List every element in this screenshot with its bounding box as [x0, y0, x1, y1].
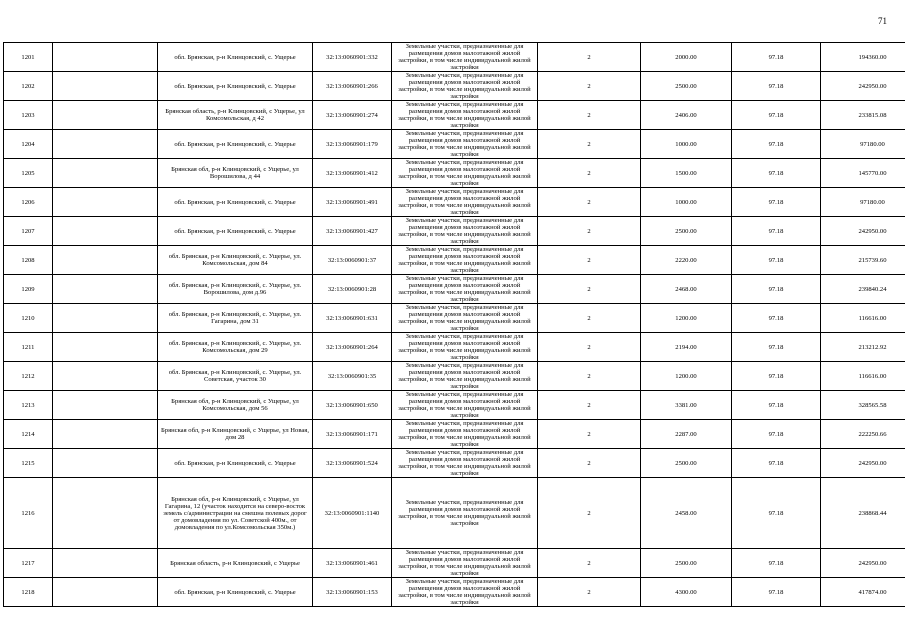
cadastral-number-cell: 32:13:0060901:427	[313, 217, 392, 246]
row-number-cell: 1208	[4, 246, 53, 275]
cadastral-number-cell: 32:13:0060901:412	[313, 159, 392, 188]
address-cell: обл. Брянская, р-н Клинцовский, с. Ущерье	[158, 578, 313, 607]
empty-cell	[53, 246, 158, 275]
rate-cell: 97.18	[732, 449, 821, 478]
group-cell: 2	[538, 246, 641, 275]
row-number-cell: 1206	[4, 188, 53, 217]
cadastral-number-cell: 32:13:0060901:524	[313, 449, 392, 478]
cadastral-number-cell: 32:13:0060901:35	[313, 362, 392, 391]
area-cell: 2406.00	[641, 101, 732, 130]
area-cell: 2458.00	[641, 478, 732, 549]
address-cell: Брянская обл, р-н Клинцовский, с Ущерье, ул Новая, дом 28	[158, 420, 313, 449]
rate-cell: 97.18	[732, 217, 821, 246]
address-cell: обл. Брянская, р-н Клинцовский, с. Ущерье	[158, 188, 313, 217]
address-cell: обл. Брянская, р-н Клинцовский, с. Ущерье, ул. Гагарина, дом 31	[158, 304, 313, 333]
land-category-cell: Земельные участки, предназначенные для размещения домов малоэтажной жилой застройки, в том числе индивидуальной жилой застройки	[392, 420, 538, 449]
rate-cell: 97.18	[732, 275, 821, 304]
group-cell: 2	[538, 304, 641, 333]
land-category-cell: Земельные участки, предназначенные для размещения домов малоэтажной жилой застройки, в том числе индивидуальной жилой застройки	[392, 246, 538, 275]
table-row	[4, 304, 905, 333]
cadastral-number-cell: 32:13:0060901:179	[313, 130, 392, 159]
empty-cell	[53, 43, 158, 72]
land-category-cell: Земельные участки, предназначенные для размещения домов малоэтажной жилой застройки, в том числе индивидуальной жилой застройки	[392, 449, 538, 478]
cadastral-value-cell: 222250.66	[821, 420, 905, 449]
row-number-cell: 1215	[4, 449, 53, 478]
cadastral-value-cell: 239840.24	[821, 275, 905, 304]
rate-cell: 97.18	[732, 362, 821, 391]
land-category-cell: Земельные участки, предназначенные для размещения домов малоэтажной жилой застройки, в том числе индивидуальной жилой застройки	[392, 578, 538, 607]
row-number-cell: 1204	[4, 130, 53, 159]
empty-cell	[53, 304, 158, 333]
row-number-cell: 1216	[4, 478, 53, 549]
table-row	[4, 478, 905, 549]
rate-cell: 97.18	[732, 578, 821, 607]
address-cell: обл. Брянская, р-н Клинцовский, с. Ущерье	[158, 217, 313, 246]
area-cell: 2500.00	[641, 72, 732, 101]
empty-cell	[53, 333, 158, 362]
land-category-cell: Земельные участки, предназначенные для размещения домов малоэтажной жилой застройки, в том числе индивидуальной жилой застройки	[392, 362, 538, 391]
rate-cell: 97.18	[732, 72, 821, 101]
group-cell: 2	[538, 578, 641, 607]
area-cell: 2220.00	[641, 246, 732, 275]
rate-cell: 97.18	[732, 333, 821, 362]
empty-cell	[53, 391, 158, 420]
row-number-cell: 1217	[4, 549, 53, 578]
empty-cell	[53, 549, 158, 578]
cadastral-value-cell: 97180.00	[821, 130, 905, 159]
table-row	[4, 333, 905, 362]
table-row	[4, 362, 905, 391]
empty-cell	[53, 130, 158, 159]
table-row	[4, 130, 905, 159]
area-cell: 2000.00	[641, 43, 732, 72]
rate-cell: 97.18	[732, 43, 821, 72]
empty-cell	[53, 362, 158, 391]
land-category-cell: Земельные участки, предназначенные для размещения домов малоэтажной жилой застройки, в том числе индивидуальной жилой застройки	[392, 304, 538, 333]
land-category-cell: Земельные участки, предназначенные для размещения домов малоэтажной жилой застройки, в том числе индивидуальной жилой застройки	[392, 333, 538, 362]
area-cell: 2468.00	[641, 275, 732, 304]
empty-cell	[53, 478, 158, 549]
address-cell: обл. Брянская, р-н Клинцовский, с. Ущерье	[158, 449, 313, 478]
group-cell: 2	[538, 188, 641, 217]
row-number-cell: 1202	[4, 72, 53, 101]
table-body	[4, 43, 905, 607]
cadastral-value-cell: 145770.00	[821, 159, 905, 188]
cadastral-value-cell: 116616.00	[821, 304, 905, 333]
land-category-cell: Земельные участки, предназначенные для размещения домов малоэтажной жилой застройки, в том числе индивидуальной жилой застройки	[392, 43, 538, 72]
table-row	[4, 159, 905, 188]
cadastral-value-cell: 242950.00	[821, 72, 905, 101]
area-cell: 2500.00	[641, 217, 732, 246]
cadastral-number-cell: 32:13:0060901:491	[313, 188, 392, 217]
cadastral-number-cell: 32:13:0060901:1140	[313, 478, 392, 549]
row-number-cell: 1210	[4, 304, 53, 333]
table-row	[4, 246, 905, 275]
row-number-cell: 1209	[4, 275, 53, 304]
address-cell: Брянская обл, р-н Клинцовский, с Ущерье, ул Гагарина, 12 (участок находится на северо-восток земель с/администрации на смешна полевых дорог от домовладения по ул. Советской 400м., от домовладения по ул.Комсомольская 350м.)	[158, 478, 313, 549]
group-cell: 2	[538, 159, 641, 188]
cadastral-value-cell: 328565.58	[821, 391, 905, 420]
group-cell: 2	[538, 130, 641, 159]
area-cell: 3381.00	[641, 391, 732, 420]
empty-cell	[53, 420, 158, 449]
address-cell: обл. Брянская, р-н Клинцовский, с. Ущерье	[158, 72, 313, 101]
address-cell: обл. Брянская, р-н Клинцовский, с. Ущерье	[158, 43, 313, 72]
table-row	[4, 72, 905, 101]
rate-cell: 97.18	[732, 304, 821, 333]
land-category-cell: Земельные участки, предназначенные для размещения домов малоэтажной жилой застройки, в том числе индивидуальной жилой застройки	[392, 217, 538, 246]
rate-cell: 97.18	[732, 549, 821, 578]
empty-cell	[53, 101, 158, 130]
land-category-cell: Земельные участки, предназначенные для размещения домов малоэтажной жилой застройки, в том числе индивидуальной жилой застройки	[392, 549, 538, 578]
land-category-cell: Земельные участки, предназначенные для размещения домов малоэтажной жилой застройки, в том числе индивидуальной жилой застройки	[392, 72, 538, 101]
page-number: 71	[878, 16, 887, 26]
area-cell: 1000.00	[641, 188, 732, 217]
cadastral-number-cell: 32:13:0060901:153	[313, 578, 392, 607]
empty-cell	[53, 578, 158, 607]
area-cell: 4300.00	[641, 578, 732, 607]
land-category-cell: Земельные участки, предназначенные для размещения домов малоэтажной жилой застройки, в том числе индивидуальной жилой застройки	[392, 159, 538, 188]
empty-cell	[53, 188, 158, 217]
address-cell: обл. Брянская, р-н Клинцовский, с. Ущерье, ул. Советская, участок 30	[158, 362, 313, 391]
cadastral-number-cell: 32:13:0060901:264	[313, 333, 392, 362]
group-cell: 2	[538, 549, 641, 578]
rate-cell: 97.18	[732, 391, 821, 420]
empty-cell	[53, 449, 158, 478]
group-cell: 2	[538, 362, 641, 391]
rate-cell: 97.18	[732, 101, 821, 130]
group-cell: 2	[538, 43, 641, 72]
area-cell: 1200.00	[641, 304, 732, 333]
group-cell: 2	[538, 420, 641, 449]
cadastral-number-cell: 32:13:0060901:650	[313, 391, 392, 420]
address-cell: обл. Брянская, р-н Клинцовский, с. Ущерье, ул. Комсомольская, дом 29	[158, 333, 313, 362]
land-category-cell: Земельные участки, предназначенные для размещения домов малоэтажной жилой застройки, в том числе индивидуальной жилой застройки	[392, 188, 538, 217]
area-cell: 2500.00	[641, 449, 732, 478]
row-number-cell: 1213	[4, 391, 53, 420]
land-category-cell: Земельные участки, предназначенные для размещения домов малоэтажной жилой застройки, в том числе индивидуальной жилой застройки	[392, 478, 538, 549]
address-cell: обл. Брянская, р-н Клинцовский, с. Ущерье	[158, 130, 313, 159]
group-cell: 2	[538, 333, 641, 362]
row-number-cell: 1211	[4, 333, 53, 362]
rate-cell: 97.18	[732, 246, 821, 275]
area-cell: 2500.00	[641, 549, 732, 578]
area-cell: 2194.00	[641, 333, 732, 362]
address-cell: обл. Брянская, р-н Клинцовский, с. Ущерье, ул. Комсомольская, дом 84	[158, 246, 313, 275]
cadastral-number-cell: 32:13:0060901:266	[313, 72, 392, 101]
rate-cell: 97.18	[732, 420, 821, 449]
cadastral-number-cell: 32:13:0060901:37	[313, 246, 392, 275]
empty-cell	[53, 275, 158, 304]
area-cell: 1000.00	[641, 130, 732, 159]
table-row	[4, 420, 905, 449]
cadastral-value-cell: 238868.44	[821, 478, 905, 549]
cadastral-value-cell: 242950.00	[821, 217, 905, 246]
address-cell: Брянская область, р-н Клинцовский, с Ущерье, ул Комсомольская, д 42	[158, 101, 313, 130]
table-row	[4, 188, 905, 217]
table-row	[4, 43, 905, 72]
cadastral-value-cell: 194360.00	[821, 43, 905, 72]
row-number-cell: 1214	[4, 420, 53, 449]
row-number-cell: 1203	[4, 101, 53, 130]
table-row	[4, 578, 905, 607]
cadastral-value-cell: 233815.08	[821, 101, 905, 130]
group-cell: 2	[538, 217, 641, 246]
address-cell: Брянская обл, р-н Клинцовский, с Ущерье, ул Комсомольская, дом 56	[158, 391, 313, 420]
cadastral-value-cell: 116616.00	[821, 362, 905, 391]
cadastral-number-cell: 32:13:0060901:461	[313, 549, 392, 578]
cadastral-value-cell: 213212.92	[821, 333, 905, 362]
address-cell: обл. Брянская, р-н Клинцовский, с. Ущерье, ул. Ворошилова, дом д.96	[158, 275, 313, 304]
table-row	[4, 449, 905, 478]
land-registry-table	[3, 42, 905, 607]
empty-cell	[53, 159, 158, 188]
cadastral-value-cell: 97180.00	[821, 188, 905, 217]
rate-cell: 97.18	[732, 130, 821, 159]
empty-cell	[53, 217, 158, 246]
cadastral-value-cell: 242950.00	[821, 449, 905, 478]
cadastral-number-cell: 32:13:0060901:274	[313, 101, 392, 130]
table-row	[4, 391, 905, 420]
row-number-cell: 1212	[4, 362, 53, 391]
group-cell: 2	[538, 101, 641, 130]
row-number-cell: 1205	[4, 159, 53, 188]
cadastral-number-cell: 32:13:0060901:631	[313, 304, 392, 333]
land-category-cell: Земельные участки, предназначенные для размещения домов малоэтажной жилой застройки, в том числе индивидуальной жилой застройки	[392, 130, 538, 159]
cadastral-number-cell: 32:13:0060901:28	[313, 275, 392, 304]
rate-cell: 97.18	[732, 159, 821, 188]
land-category-cell: Земельные участки, предназначенные для размещения домов малоэтажной жилой застройки, в том числе индивидуальной жилой застройки	[392, 391, 538, 420]
cadastral-value-cell: 242950.00	[821, 549, 905, 578]
rate-cell: 97.18	[732, 188, 821, 217]
empty-cell	[53, 72, 158, 101]
row-number-cell: 1207	[4, 217, 53, 246]
row-number-cell: 1201	[4, 43, 53, 72]
table-row	[4, 275, 905, 304]
cadastral-number-cell: 32:13:0060901:171	[313, 420, 392, 449]
area-cell: 1200.00	[641, 362, 732, 391]
address-cell: Брянская область, р-н Клинцовский, с Ущерье	[158, 549, 313, 578]
cadastral-value-cell: 215739.60	[821, 246, 905, 275]
rate-cell: 97.18	[732, 478, 821, 549]
row-number-cell: 1218	[4, 578, 53, 607]
cadastral-value-cell: 417874.00	[821, 578, 905, 607]
area-cell: 2287.00	[641, 420, 732, 449]
table-row	[4, 217, 905, 246]
group-cell: 2	[538, 391, 641, 420]
address-cell: Брянская обл, р-н Клинцовский, с Ущерье, ул Ворошилова, д 44	[158, 159, 313, 188]
table-row	[4, 549, 905, 578]
table-row	[4, 101, 905, 130]
group-cell: 2	[538, 449, 641, 478]
land-category-cell: Земельные участки, предназначенные для размещения домов малоэтажной жилой застройки, в том числе индивидуальной жилой застройки	[392, 101, 538, 130]
cadastral-number-cell: 32:13:0060901:332	[313, 43, 392, 72]
group-cell: 2	[538, 72, 641, 101]
land-category-cell: Земельные участки, предназначенные для размещения домов малоэтажной жилой застройки, в том числе индивидуальной жилой застройки	[392, 275, 538, 304]
group-cell: 2	[538, 275, 641, 304]
group-cell: 2	[538, 478, 641, 549]
area-cell: 1500.00	[641, 159, 732, 188]
